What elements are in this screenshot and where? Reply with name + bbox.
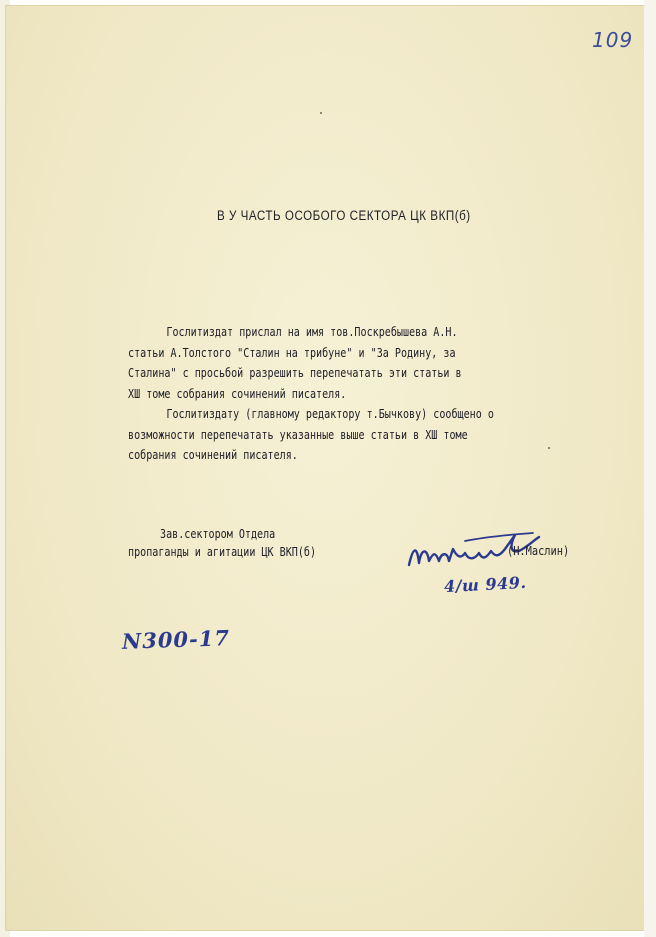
body-line: Гослитиздат прислал на имя тов.Поскребышева А.Н. [166,324,458,339]
body-line: собрания сочинений писателя. [128,447,298,462]
folio-number: 109 [592,28,634,52]
body-line: ХШ томе собрания сочинений писателя. [128,385,347,401]
registration-number: N300-17 [121,625,231,654]
document-heading: В У ЧАСТЬ ОСОБОГО СЕКТОРА ЦК ВКП(б) [217,208,471,223]
signatory-position [128,525,316,561]
body-line: Сталина" с просьбой разрешить перепечатать эти статьи в [128,365,462,380]
paper-speck [320,112,322,114]
position-line: Зав.сектором Отдела [160,526,276,541]
document-body [128,322,576,466]
paper-speck [548,447,550,449]
body-line: статьи А.Толстого "Сталин на трибуне" и "За Родину, за [128,344,456,360]
document-sheet [6,6,644,930]
handwritten-date: 4/ш 949. [443,572,527,597]
position-line: пропаганды и агитации ЦК ВКП(б) [128,544,317,559]
signatory-name: (Н.Маслин) [507,543,570,558]
scan-right-edge [644,0,656,937]
body-line: Гослитиздату (главному редактору т.Бычкову) сообщено о [166,406,494,421]
body-line: возможности перепечатать указанные выше статьи в ХШ томе [128,426,468,442]
